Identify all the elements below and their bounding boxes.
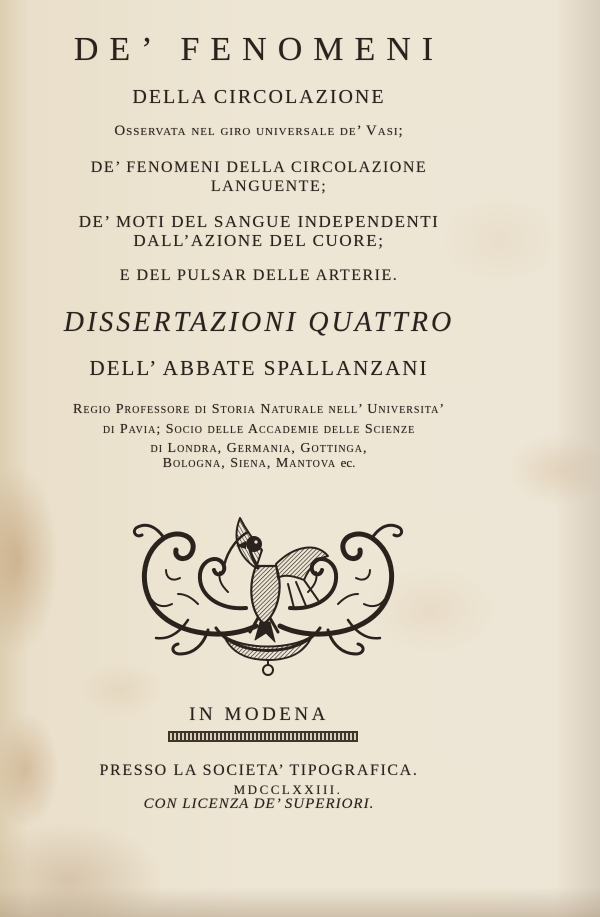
imprint-printer: PRESSO LA SOCIETA’ TIPOGRAFICA.	[99, 762, 419, 779]
credentials-suffix: ec.	[340, 455, 356, 470]
decorative-rule	[168, 731, 358, 742]
book-title: DE’ FENOMENI	[73, 31, 445, 68]
imprint-year: MDCCLXXIII.	[233, 782, 343, 797]
title-page	[11, 0, 507, 917]
part4-line: E DEL PULSAR DELLE ARTERIE.	[119, 267, 399, 284]
imprint-place: IN MODENA	[189, 704, 329, 725]
eagle-figure	[236, 518, 328, 642]
author-credentials-line3: di Londra, Germania, Gottinga,	[150, 441, 368, 456]
part3-line2: DALL’AZIONE DEL CUORE;	[133, 231, 385, 250]
credentials-cities: Bologna, Siena, Mantova	[162, 456, 337, 471]
imprint-licence: CON LICENZA DE’ SUPERIORI.	[143, 796, 375, 812]
author-credentials-line1: Regio Professore di Storia Naturale nell’ Universita’	[73, 402, 445, 417]
author-name: DELL’ ABBATE SPALLANZANI	[89, 356, 429, 380]
part3-line1: DE’ MOTI DEL SANGUE INDEPENDENTI	[78, 212, 440, 231]
book-subtitle: DELLA CIRCOLAZIONE	[132, 86, 386, 108]
subtitle-observed: Osservata nel giro universale de’ Vasi;	[114, 123, 404, 139]
part2-line1: DE’ FENOMENI DELLA CIRCOLAZIONE	[90, 159, 428, 176]
author-credentials-line4	[11, 456, 507, 471]
eagle-ornament-icon	[128, 508, 408, 678]
part2-line2: LANGUENTE;	[210, 178, 328, 195]
author-credentials-line2: di Pavia; Socio delle Accademie delle Scienze	[102, 422, 416, 437]
work-designation: DISSERTAZIONI QUATTRO	[63, 307, 455, 338]
